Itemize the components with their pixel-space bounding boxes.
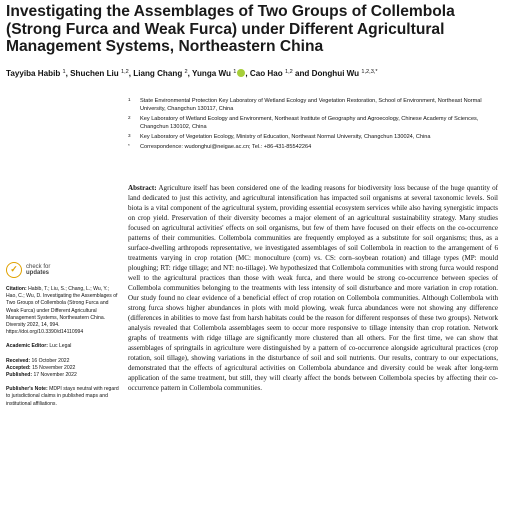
abstract: [128, 183, 498, 393]
affiliation-text: Correspondence: wudonghui@neigae.ac.cn; Tel.: +86-431-85542264: [140, 144, 312, 151]
academic-editor: Academic Editor: Luc Legal: [6, 343, 72, 350]
affiliation-number: 2: [128, 114, 131, 120]
author-name[interactable]: Shuchen Liu: [70, 69, 119, 78]
author-name[interactable]: Yunga Wu: [192, 69, 231, 78]
author-name[interactable]: Tayyiba Habib: [6, 69, 61, 78]
author-name[interactable]: Liang Chang: [133, 69, 183, 78]
date-row: [6, 358, 120, 365]
affiliation-text: State Environmental Protection Key Laboratory of Wetland Ecology and Vegetation Restoration, School of Environment, Northeast Normal University, Changchun 130117, China: [140, 98, 482, 112]
date-value: 16 October 2022: [31, 357, 70, 364]
author-affiliation-marker: 1: [233, 69, 237, 75]
affiliation-text: Key Laboratory of Wetland Ecology and Environment, Northeast Institute of Geography and Agroecology, Chinese Academy of Sciences, Changchun 130102, China: [140, 115, 479, 130]
author-affiliation-marker: 1: [62, 69, 66, 75]
abstract-label: Abstract:: [128, 184, 157, 192]
author-affiliation-marker: 2: [184, 69, 188, 75]
author-separator: ,: [65, 69, 71, 78]
date-label: Received:: [6, 357, 31, 364]
article-sidebar: [6, 262, 120, 415]
author-separator: ,: [128, 69, 134, 78]
affiliation-number: 3: [128, 132, 131, 138]
check-updates-label: check for updates: [26, 263, 51, 276]
abstract-text: Agriculture itself has been considered one of the leading reasons for biodiversity loss because of the huge quantity of land dedicated to just this activity, and agricultural intensification has impacted soil organisms at several taxonomic levels. Soil biota is a vital component of the agricultural system, providing essential ecosystem services while also having synergistic impacts on crop yield. Preservation of their diversity becomes a major element of an agricultural sustainability strategy. Many studies focused on agricultural activities' effects on soil organisms, but few of them have focused on their effects on the co-occurrence patterns of their communities. Collembola communities are frequently employed as a substitute for soil organisms; thus, as a surface-dwelling arthropods representative, we investigated assemblages of soil Collembola in reaction to the arrangement of 6 treatments varying in crop rotation (MC: monoculture (corn) vs. CS: corn–soybean rotation) and tillage types (MP: mould ploughing; RT: ridge tillage; and NT: no-tillage). We hypothesized that Collembola communities with strong furca would respond well to the agricultural practices than those with weak furca, and there would be strong co-occurrence between species of Collembola communities belonging to the treatments with less intensity of soil disturbance and more variation in crop rotation. Our study found no clear evidence of a beneficial effect of crop rotation on Collembola communities. Although Collembola with strong furca shows higher abundances in plots with mold plowing, weak furca abundances were not showing any difference (differences in abilities to move fast from harsh habitats could be the reason for different responses of these two groups). Network analysis revealed that Collembola assemblages seem to occur more responsive to tillage intensity than crop rotation. Network graphs of treatments with ridge tillage are significantly more clustered than all others. For the first time, we can show that assemblages of springtails in agriculture were distinguished by a pattern of co-occurrence alongside agricultural practices (crop rotation, soil tillage), showing variations in the disturbance of soil and soil nutrients. Our results, contrary to our expectations, demonstrated that the effects of agricultural activities on Collembola abundance and diversity could be weak after long-term application of the same treatment, but still, they will clearly affect the bonds between Collembola species by affecting their co-occurrence pattern in Collembola communities.: [128, 184, 498, 392]
affiliation-item: [128, 98, 498, 113]
publication-dates: [6, 358, 120, 380]
affiliation-item: [128, 144, 498, 152]
date-value: 15 November 2022: [32, 364, 76, 371]
author-list: [6, 67, 501, 79]
citation: Citation: Habib, T.; Liu, S.; Chang, L.; Wu, Y.; Hao, C.; Wu, D. Investigating the Assemblages of Two Groups of Collembola (Strong Furca and Weak Furca) under Different Agricultural Management Systems, Northeastern China. Diversity 2022, 14, 994. https://doi.org/10.3390/d14110994: [6, 286, 118, 336]
date-label: Published:: [6, 372, 33, 379]
affiliation-number: 1: [128, 97, 131, 102]
affiliation-number: *: [128, 143, 130, 149]
check-for-updates-button[interactable]: [6, 262, 120, 278]
author-separator: ,: [245, 69, 250, 78]
affiliation-text: Key Laboratory of Vegetation Ecology, Ministry of Education, Northeast Normal University, Changchun 130024, China: [140, 133, 431, 140]
date-label: Accepted:: [6, 364, 31, 371]
affiliation-item: [128, 116, 498, 131]
author-affiliation-marker: 1,2: [120, 69, 129, 75]
paper-title: Investigating the Assemblages of Two Groups of Collembola (Strong Furca and Weak Furca) under Different Agricultural Management Systems, Northeastern China: [6, 3, 455, 55]
date-row: [6, 365, 120, 372]
author-separator: and: [292, 69, 312, 78]
publisher-note: Publisher's Note: MDPI stays neutral with regard to jurisdictional claims in published maps and institutional affiliations.: [6, 386, 119, 407]
author-affiliation-marker: 1,2: [284, 69, 293, 75]
author-name[interactable]: Donghui Wu: [311, 69, 360, 78]
affiliation-item: [128, 134, 498, 142]
check-updates-icon: ✓: [6, 262, 22, 278]
date-row: [6, 372, 120, 379]
date-value: 17 November 2022: [33, 372, 77, 379]
author-name[interactable]: Cao Hao: [249, 69, 283, 78]
author-separator: ,: [187, 69, 192, 78]
author-affiliation-marker: 1,2,3,*: [361, 69, 378, 75]
affiliations: [128, 98, 498, 154]
